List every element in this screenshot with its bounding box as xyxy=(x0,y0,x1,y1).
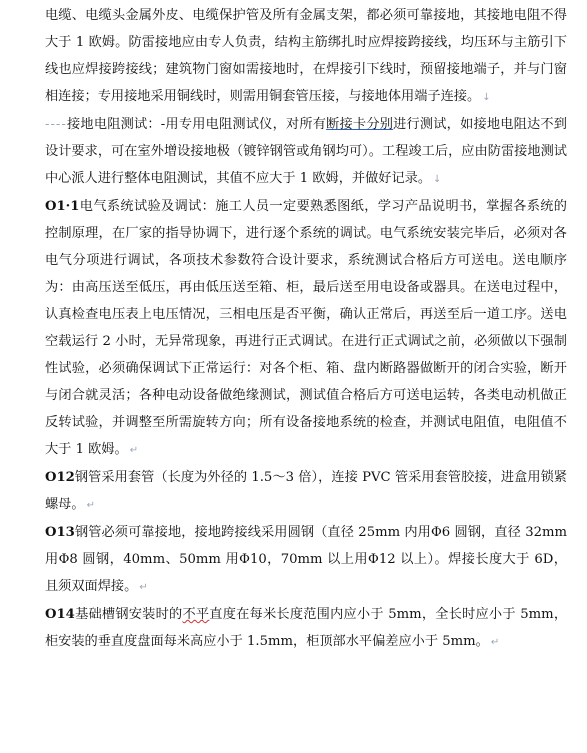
return-mark-icon: ↵ xyxy=(86,500,95,511)
spellcheck-marked-term: 不平 xyxy=(182,607,210,622)
paragraph-text: 电缆、电缆头金属外皮、电缆保护管及所有金属支架，都必须可靠接地，其接地电阻不得大于 1 欧姆。防雷接地应由专人负责，结构主筋绑扎时应焊接跨接线，均压环与主筋引下线也应焊接跨接线；建筑物门窗如需接地时，在焊接引下线时，预留接地端子，并与门窗相连接；专用接地采用铜线时，则需用铜套管压接，与接地体用端子连接。 xyxy=(45,8,567,104)
return-mark-icon: ↵ xyxy=(490,637,500,648)
paragraph-pipe-grounding xyxy=(45,519,567,601)
return-mark-icon: ↵ xyxy=(129,445,139,456)
paragraph-resistance-test xyxy=(45,111,567,193)
paragraph-text-cont: 直度在每米长度范围内应小于 5mm，全长时应小于 5mm，柜安装的垂直度盘面每米高应小于 1.5mm，柜顶部水平偏差应小于 5mm。 xyxy=(45,607,568,649)
return-mark-icon: ↵ xyxy=(139,582,148,593)
paragraph-text: 接地电阻测试：-用专用电阻测试仪，对所有 xyxy=(66,117,327,132)
paragraph-grounding xyxy=(45,2,567,111)
paragraph-text: 基础槽钢安装时的 xyxy=(74,607,183,622)
paragraph-text: 电气系统试验及调试：施工人员一定要熟悉图纸，学习产品说明书，掌握各系统的控制原理，在厂家的指导协调下，进行逐个系统的调试。电气系统安装完毕后，必须对各电气分项进行调试，各项技术参数符合设计要求，系统测试合格后方可送电。送电顺序为：由高压送至低压，再由低压送至箱、柜，最后送至用电设备或器具。在送电过程中，认真检查电压表上电压情况，三相电压是否平衡，确认正常后，再送至后一道工序。送电空载运行 2 小时，无异常现象，再进行正式调试。在进行正式调试之前，必须做以下强制性试验，必须确保调试下正常运行：对各个柜、箱、盘内断路器做断开的闭合实验，断开与闭合就灵活；各种电动设备做绝缘测试，测试值合格后方可送电运转，各类电动机做正反转试验，并调整至所需旋转方向；所有设备接地系统的检查，并测试电阻值，电阻值不大于 1 欧姆。 xyxy=(45,199,567,457)
underlined-term: 断接卡分别 xyxy=(326,117,394,132)
item-number: O13 xyxy=(45,525,75,540)
paragraph-mark-icon: ↓ xyxy=(482,92,491,103)
paragraph-text-cont: 进行测试，如接地电阻达不到设计要求，可在室外增设接地极（镀锌钢管或角钢均可）。工程竣工后，应由防雷接地测试中心派人进行整体电阻测试，其值不应大于 1 欧姆，并做好记录。 xyxy=(45,117,567,186)
paragraph-mark-icon: ↓ xyxy=(433,174,442,185)
paragraph-text: 钢管必须可靠接地，接地跨接线采用圆钢（直径 25mm 内用Φ6 圆钢，直径 32mm 用Φ8 圆钢，40mm、50mm 用Φ10，70mm 以上用Φ12 以上）。焊接长度大于 6D，且须双面焊接。 xyxy=(45,525,567,594)
paragraph-system-test xyxy=(45,193,567,464)
item-number: O12 xyxy=(45,470,75,485)
paragraph-text: 钢管采用套管（长度为外径的 1.5～3 倍），连接 PVC 管采用套管胶接，进盒用锁紧螺母。 xyxy=(45,470,567,512)
paragraph-channel-steel xyxy=(45,601,567,656)
paragraph-steel-pipe xyxy=(45,464,567,519)
leading-dashes: ---- xyxy=(45,117,67,132)
item-number: O1·1 xyxy=(45,199,80,214)
item-number: O14 xyxy=(45,607,75,622)
